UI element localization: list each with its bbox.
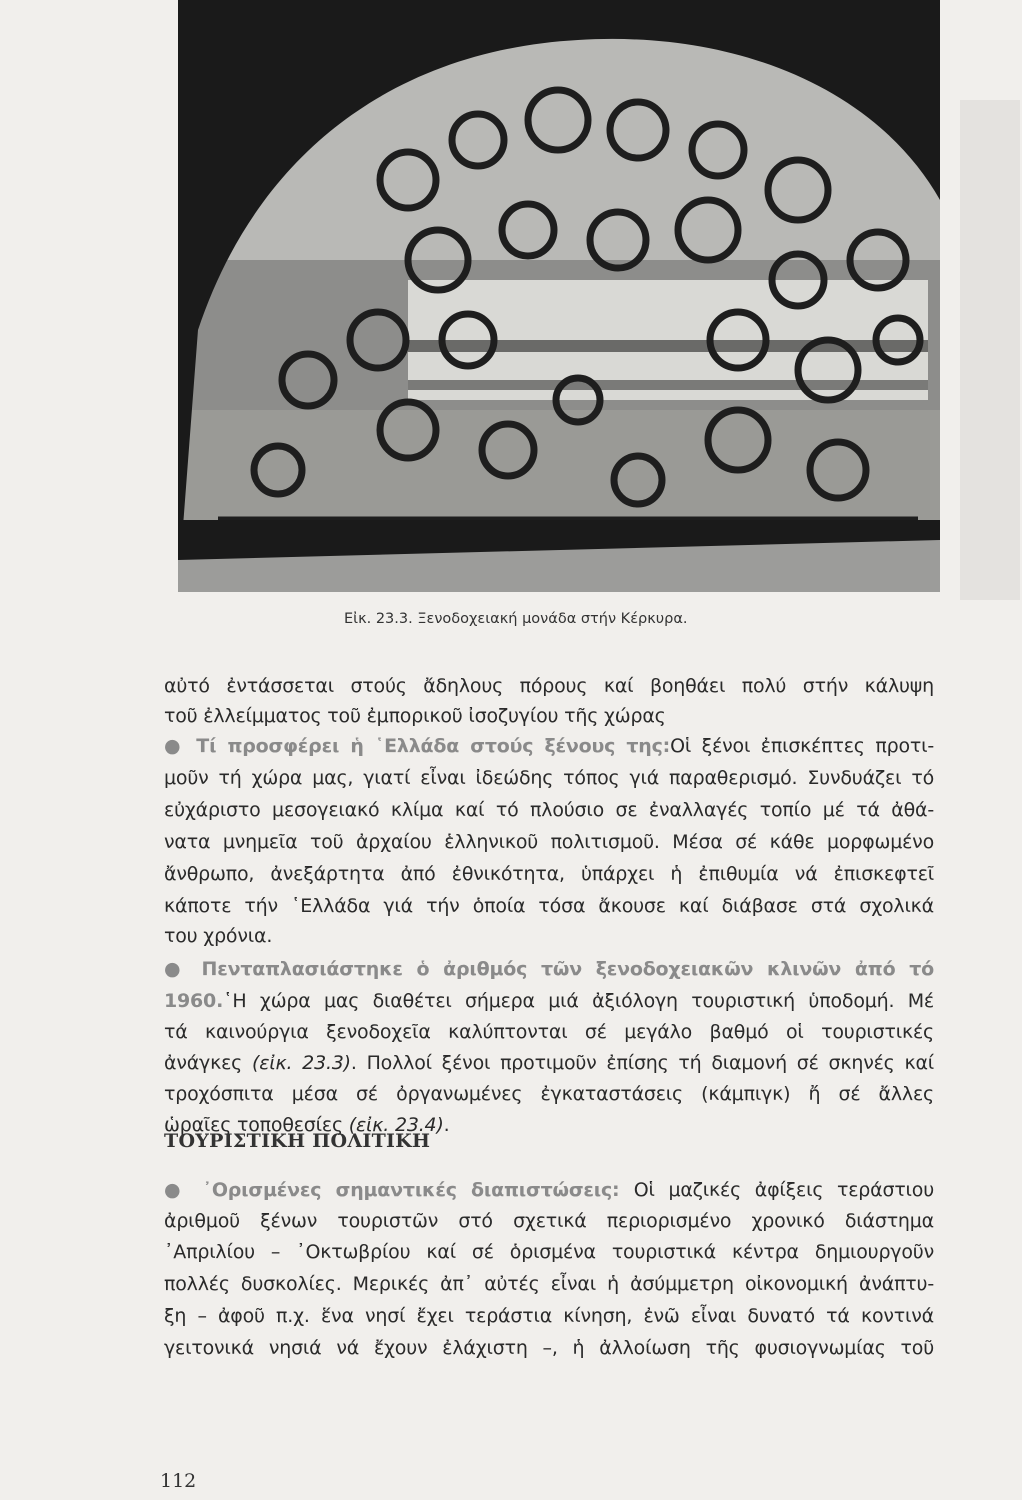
text-run: νατα μνημεῖα τοῦ ἀρχαίου ἑλληνικοῦ πολιτισμοῦ. Μέσα σέ κάθε μορφωμένο [164, 831, 934, 853]
text-run: πολλές δυσκολίες. Μερικές ἀπ᾿ αὐτές εἶναι ἡ ἀσύμμετρη οἰκονομική ἀνάπτυ- [164, 1273, 934, 1295]
text-run: ξη – ἀφοῦ π.χ. ἕνα νησί ἔχει τεράστια κίνηση, ἐνῶ εἶναι δυνατό τά κοντινά [164, 1305, 934, 1327]
text-line [164, 1272, 934, 1296]
figure-caption: Εἰκ. 23.3. Ξενοδοχειακή μονάδα στήν Κέρκυρα. [344, 611, 688, 627]
text-line [164, 1178, 934, 1202]
text-line [164, 1020, 934, 1044]
text-line [164, 1240, 934, 1264]
text-run: κάποτε τήν ῾Ελλάδα γιά τήν ὁποία τόσα ἄκουσε καί διάβασε στά σχολικά [164, 895, 934, 917]
text-line [164, 862, 934, 886]
text-line [164, 957, 934, 981]
text-run: . [443, 1114, 450, 1136]
text-run: μοῦν τή χώρα μας, γιατί εἶναι ἰδεώδης τόπος γιά παραθερισμό. Συνδυάζει τό [164, 767, 934, 789]
figure-reference: (εἰκ. 23.3) [251, 1052, 351, 1074]
paragraph-lead-in: 1960. [164, 990, 224, 1012]
text-run: του χρόνια. [164, 925, 273, 947]
text-line [164, 734, 934, 758]
paragraph-lead-in: ● Τί προσφέρει ἡ ῾Ελλάδα στούς ξένους της: [164, 735, 671, 757]
paragraph-lead-in: ● Πενταπλασιάστηκε ὁ ἀριθμός τῶν ξενοδοχειακῶν κλινῶν ἀπό τό [164, 958, 934, 980]
section-heading: ΤΟΥΡΙΣΤΙΚΗ ΠΟΛΙΤΙΚΗ [164, 1130, 431, 1152]
text-run: Οἱ μαζικές ἀφίξεις τεράστιου [633, 1179, 934, 1201]
text-run: γειτονικά νησιά νά ἔχουν ἐλάχιστη –, ἡ ἀλλοίωση τῆς φυσιογνωμίας τοῦ [164, 1337, 934, 1359]
text-run: ἀνάγκες [164, 1052, 252, 1074]
text-run: τοῦ ἐλλείμματος τοῦ ἐμπορικοῦ ἰσοζυγίου τῆς χώρας [164, 705, 666, 727]
text-run: τά καινούργια ξενοδοχεῖα καλύπτονται σέ μεγάλο βαθμό οἱ τουριστικές [164, 1021, 934, 1043]
text-line [164, 924, 934, 948]
hotel-photo-through-iron-grille [178, 0, 940, 592]
text-line [164, 989, 934, 1013]
text-run: . Πολλοί ξένοι προτιμοῦν ἐπίσης τή διαμονή σέ σκηνές καί [350, 1052, 935, 1074]
text-run: αὐτό ἐντάσσεται στούς ἄδηλους πόρους καί βοηθάει πολύ στήν κάλυψη [164, 675, 934, 697]
text-run: ἀριθμοῦ ξένων τουριστῶν στό σχετικά περιορισμένο χρονικό διάστημα [164, 1210, 934, 1232]
text-run: τροχόσπιτα μέσα σέ ὀργανωμένες ἐγκαταστάσεις (κάμπιγκ) ἤ σέ ἄλλες [164, 1083, 934, 1105]
page-number: 112 [160, 1470, 197, 1492]
text-line [164, 1051, 934, 1075]
text-run: ῾Η χώρα μας διαθέτει σήμερα μιά ἀξιόλογη τουριστική ὑποδομή. Μέ [223, 990, 934, 1012]
text-line [164, 798, 934, 822]
text-run: ἄνθρωπο, ἀνεξάρτητα ἀπό ἐθνικότητα, ὑπάρχει ἡ ἐπιθυμία νά ἐπισκεφτεῖ [164, 863, 934, 885]
text-line [164, 766, 934, 790]
figure-reference: (εἰκ. 23.4) [348, 1114, 444, 1136]
text-line [164, 1209, 934, 1233]
text-line [164, 894, 934, 918]
paragraph-lead-in: ● ᾿Ορισμένες σημαντικές διαπιστώσεις: [164, 1179, 634, 1201]
text-line [164, 1336, 934, 1360]
text-run: ᾿Απριλίου – ᾿Οκτωβρίου καί σέ ὁρισμένα τουριστικά κέντρα δημιουργοῦν [164, 1241, 934, 1263]
text-line [164, 674, 934, 698]
text-run: εὐχάριστο μεσογειακό κλίμα καί τό πλούσιο σε ἐναλλαγές τοπίο μέ τά ἀθά- [164, 799, 934, 821]
text-run: Οἱ ξένοι ἐπισκέπτες προτι- [670, 735, 934, 757]
text-run: ὡραῖες τοποθεσίες [164, 1114, 349, 1136]
text-line [164, 830, 934, 854]
text-line [164, 1082, 934, 1106]
text-line [164, 704, 934, 728]
text-line [164, 1304, 934, 1328]
